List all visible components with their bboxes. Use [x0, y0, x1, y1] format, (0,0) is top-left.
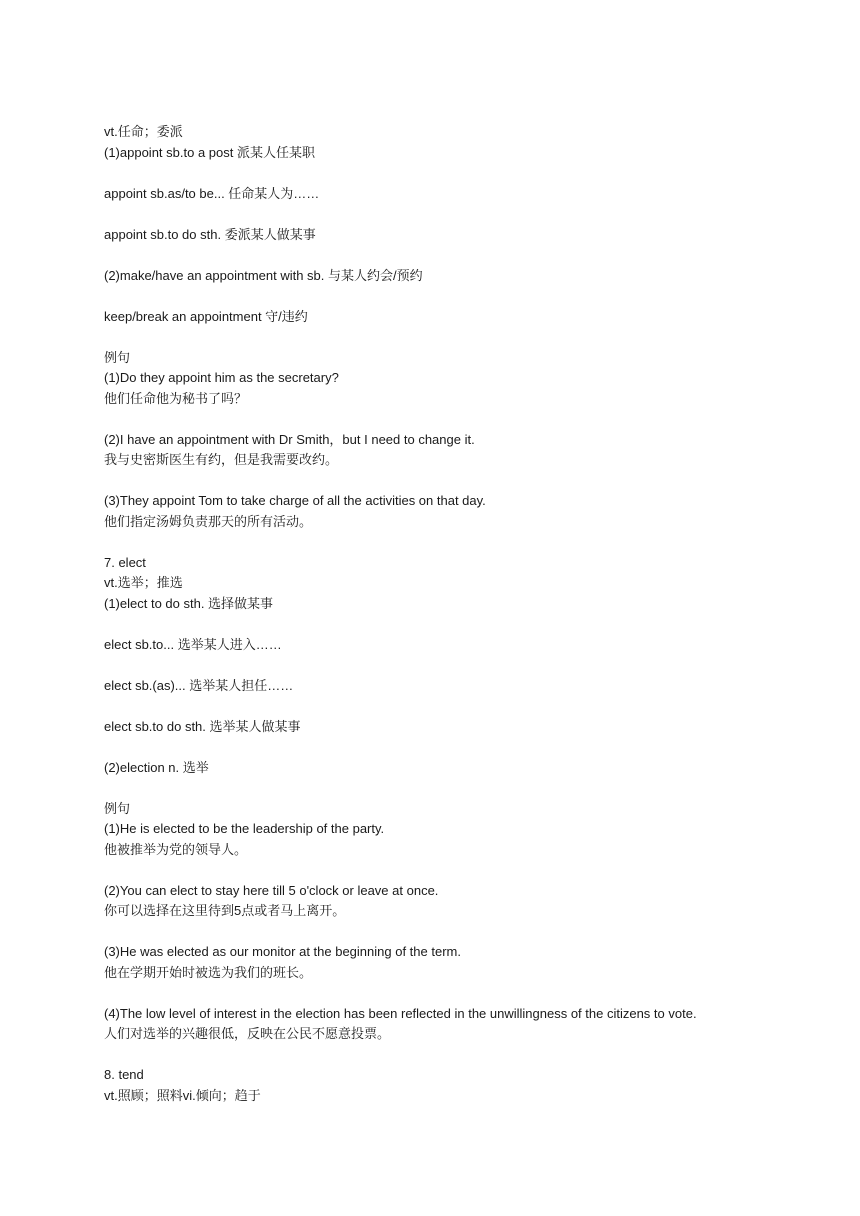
text-line: (1)He is elected to be the leadership of the party.: [104, 821, 385, 836]
blank-line: [104, 327, 824, 348]
blank-line: [104, 737, 824, 758]
blank-line: [104, 163, 824, 184]
text-line: (1)Do they appoint him as the secretary?: [104, 370, 339, 385]
blank-line: [104, 471, 824, 492]
text-line: (2)You can elect to stay here till 5 o'clock or leave at once.: [104, 882, 439, 898]
text-line: 例句: [104, 800, 131, 816]
text-line: appoint sb.to do sth. 委派某人做某事: [104, 226, 316, 242]
text-line: (2)election n. 选举: [104, 759, 209, 775]
text-line: 我与史密斯医生有约，但是我需要改约。: [104, 452, 339, 467]
blank-line: [104, 532, 824, 553]
blank-line: [104, 655, 824, 676]
text-line: vt.任命；委派: [104, 124, 183, 139]
blank-line: [104, 286, 824, 307]
text-line: keep/break an appointment 守/违约: [104, 308, 308, 324]
blank-line: [104, 778, 824, 799]
text-line: (1)elect to do sth. 选择做某事: [104, 595, 274, 611]
text-line: vt.照顾；照料vi.倾向；趋于: [104, 1087, 261, 1103]
text-line: (3)He was elected as our monitor at the beginning of the term.: [104, 944, 461, 959]
text-line: appoint sb.as/to be... 任命某人为……: [104, 185, 320, 201]
blank-line: [104, 922, 824, 943]
blank-line: [104, 409, 824, 430]
text-line: elect sb.to... 选举某人进入……: [104, 636, 282, 652]
text-line: elect sb.(as)... 选举某人担任……: [104, 677, 294, 693]
text-line: (2)make/have an appointment with sb. 与某人约会/预约: [104, 267, 423, 283]
text-line: (1)appoint sb.to a post 派某人任某职: [104, 144, 315, 160]
text-line: elect sb.to do sth. 选举某人做某事: [104, 718, 301, 734]
text-line: 他们任命他为秘书了吗？: [104, 390, 248, 406]
blank-line: [104, 614, 824, 635]
text-line: vt.选举；推选: [104, 575, 183, 590]
text-line: 7. elect: [104, 554, 146, 570]
blank-line: [104, 245, 824, 266]
text-line: (3)They appoint Tom to take charge of all the activities on that day.: [104, 493, 486, 508]
text-line: (4)The low level of interest in the election has been reflected in the unwillingness of the citizens to vote.: [104, 1005, 697, 1021]
text-line: 人们对选举的兴趣很低，反映在公民不愿意投票。: [104, 1026, 391, 1041]
text-line: (2)I have an appointment with Dr Smith，but I need to change it.: [104, 431, 475, 447]
text-line: 他们指定汤姆负责那天的所有活动。: [104, 513, 313, 529]
blank-line: [104, 204, 824, 225]
text-line: 你可以选择在这里待到5点或者马上离开。: [104, 903, 346, 918]
text-line: 8. tend: [104, 1067, 144, 1082]
text-line: 他被推举为党的领导人。: [104, 841, 248, 857]
text-line: 他在学期开始时被选为我们的班长。: [104, 964, 313, 980]
blank-line: [104, 983, 824, 1004]
blank-line: [104, 1045, 824, 1066]
blank-line: [104, 860, 824, 881]
blank-line: [104, 696, 824, 717]
text-line: 例句: [104, 349, 131, 365]
document-page: [104, 122, 824, 1106]
